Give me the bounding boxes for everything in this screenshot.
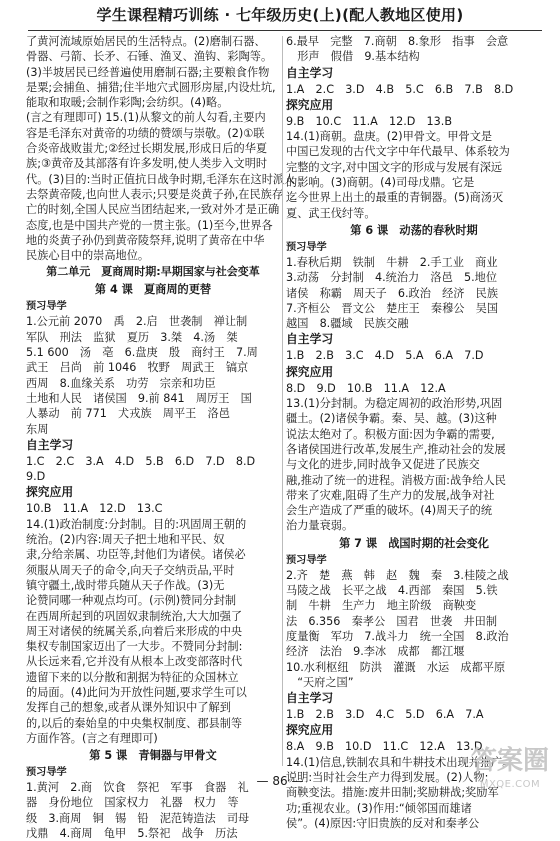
text-line: 1.黄河 2.商 饮食 祭祀 军事 食器 礼 bbox=[26, 781, 249, 795]
text-line: 马陵之战 长平之战 4.西部 秦国 5.铁 bbox=[286, 584, 498, 598]
page-number: — 86 — bbox=[256, 774, 304, 788]
text-line: 的影响。(3)商朝。(4)司母戊鼎。它是 bbox=[286, 176, 475, 190]
text-line: 族;③黄帝及其部落有许多发明,使人类步入文明时 bbox=[26, 157, 268, 171]
text-line: 论赞同哪一种观点均可。(示例)赞同分封制 bbox=[26, 594, 237, 608]
lesson-title: 第 5 课 青铜器与甲骨文 bbox=[89, 749, 217, 763]
text-line: 侯”。(4)原因:守旧贵族的反对和秦孝公 bbox=[286, 816, 480, 830]
text-line: 去祭黄帝陵,也向世人表示;只要是炎黄子孙,在民族存 bbox=[26, 187, 284, 201]
text-line: 8.D 9.D 10.B 11.A 12.A bbox=[286, 381, 446, 395]
text-line: 1.公元前 2070 禹 2.启 世袭制 禅让制 bbox=[26, 315, 248, 329]
section-heading: 探究应用 bbox=[286, 97, 334, 112]
text-line: 西周 8.血缘关系 功劳 宗亲和功臣 bbox=[26, 376, 216, 390]
text-line: 5.1 600 汤 亳 6.盘庚 殷 商纣王 7.周 bbox=[26, 346, 258, 360]
text-line: 融,推动了统一的进程。消极方面:战争给人民 bbox=[286, 473, 506, 487]
section-heading: 探究应用 bbox=[286, 723, 334, 738]
lesson-title: 第 7 课 战国时期的社会变化 bbox=[339, 536, 489, 550]
text-line: 迄今世界上出土的最重的青铜器。(5)商汤灭 bbox=[286, 191, 504, 205]
text-line: 形声 假借 9.基本结构 bbox=[286, 50, 420, 64]
header-rule bbox=[28, 30, 542, 31]
subsection-heading: 预习导学 bbox=[26, 767, 67, 779]
section-heading: 自主学习 bbox=[286, 65, 334, 80]
section-heading: 探究应用 bbox=[26, 485, 74, 500]
text-line: 各诸侯国进行改革,发展生产,推动社会的发展 bbox=[286, 442, 506, 456]
text-line: 的局面。(4)此问为开放性问题,要求学生可以 bbox=[26, 685, 247, 699]
page-header: 学生课程精巧训练 · 七年级历史(上)(配人教地区使用) bbox=[96, 6, 464, 24]
section-heading: 自主学习 bbox=[26, 437, 74, 452]
text-line: 功;重视农业。(3)作用:“倾邻国而雄诸 bbox=[286, 801, 472, 815]
text-line: 1.B 2.B 3.D 4.C 5.D 6.A 7.A bbox=[286, 708, 484, 722]
subsection-heading: 预习导学 bbox=[286, 241, 327, 253]
column-divider bbox=[282, 36, 283, 766]
text-line: 10.B 11.A 12.D 13.C bbox=[26, 502, 163, 516]
text-line: 地的炎黄子孙仍到黄帝陵祭拜,说明了黄帝在中华 bbox=[26, 233, 265, 247]
text-line: 夏、武王伐纣等。 bbox=[286, 206, 376, 220]
text-line: 13.(1)分封制。为稳定周初的政治形势,巩固 bbox=[286, 397, 503, 411]
text-line: 中国已发现的古代文字中年代最早、体系较为 bbox=[286, 145, 510, 159]
text-line: 遗留下来的以分散和割据为特征的众国林立 bbox=[26, 670, 239, 684]
text-line: 周王对诸侯的统属关系,向着后来形成的中央 bbox=[26, 624, 243, 638]
text-line: 须服从周天子的命令,向天子交纳贡品,平时 bbox=[26, 563, 235, 577]
text-line: 7.齐桓公 晋文公 楚庄王 秦穆公 吴国 bbox=[286, 301, 499, 315]
text-line: 3.动荡 分封制 4.统治力 洛邑 5.地位 bbox=[286, 271, 498, 285]
text-line: (3)半坡居民已经普遍使用磨制石器;主要粮食作物 bbox=[26, 65, 270, 79]
text-line: 度量衡 军功 7.战斗力 统一全国 8.政治 bbox=[286, 629, 509, 643]
lesson-title: 第 4 课 夏商周的更替 bbox=[94, 283, 212, 297]
text-line: 了黄河流域原始居民的生活特点。(2)磨制石器、 bbox=[26, 35, 266, 48]
text-line: 态度,也是中国共产党的一贯主张。(1)至今,世界各 bbox=[26, 218, 273, 232]
text-line: 1.春秋后期 铁制 牛耕 2.手工业 商业 bbox=[286, 255, 498, 269]
text-line: 隶,分给亲属、功臣等,封他们为诸侯。诸侯必 bbox=[26, 548, 246, 562]
text-line: 戊鼎 4.商周 龟甲 5.祭祀 战争 历法 bbox=[26, 827, 238, 841]
text-line: 1.A 2.C 3.D 4.B 5.C 6.B 7.B 8.D bbox=[286, 82, 514, 96]
text-line: 武王 吕尚 前 1046 牧野 周武王 镐京 bbox=[26, 361, 249, 375]
text-line: 1.C 2.C 3.A 4.D 5.B 6.D 7.D 8.D bbox=[26, 454, 256, 468]
text-line: 经济 法治 9.李冰 成都 都江堰 bbox=[286, 645, 465, 659]
text-line: 东周 bbox=[26, 422, 49, 436]
text-line: 级 3.商周 铜 锡 铅 泥范铸造法 司母 bbox=[26, 811, 250, 825]
text-line: 镇守疆土,战时带兵随从天子作战。(3)无 bbox=[26, 578, 225, 592]
text-line: 的,以后的秦始皇的中央集权制度、郡县制等 bbox=[26, 716, 243, 730]
subsection-heading: 预习导学 bbox=[26, 301, 67, 313]
text-line: 完整的文字,对中国文字的形成与发展有深远 bbox=[286, 160, 503, 174]
text-line: 会生产造成了严重的破坏。(4)周天子的统 bbox=[286, 504, 493, 518]
text-line: 容是毛泽东对黄帝的功绩的赞颂与崇敬。(2)①联 bbox=[26, 126, 265, 140]
text-line: 能取和取暖;会制作彩陶;会纺织。(4)略。 bbox=[26, 96, 229, 110]
watermark-url: MXQE.COM bbox=[479, 779, 541, 790]
text-line: 2.齐 楚 燕 韩 赵 魏 秦 3.桂陵之战 bbox=[286, 568, 509, 582]
text-line: 说明:当时社会生产力得到发展。(2)人物: bbox=[286, 770, 489, 784]
text-line: 器 身份地位 国家权力 礼器 权力 等 bbox=[26, 796, 239, 810]
text-line: 与文化的进步,同时战争又促进了民族交 bbox=[286, 458, 480, 472]
text-line: 10.水利枢纽 防洪 灌溉 水运 成都平原 bbox=[286, 660, 506, 674]
text-line: 治力量衰弱。 bbox=[286, 519, 354, 533]
text-line: 土地和人民 诸侯国 9.前 841 周厉王 国 bbox=[26, 391, 252, 405]
text-line: 集权专制国家迈出了一大步。不赞同分封制: bbox=[26, 640, 243, 654]
subsection-heading: 预习导学 bbox=[286, 554, 327, 566]
text-line: 统治。(2)内容:周天子把土地和平民、奴 bbox=[26, 533, 225, 547]
text-line: 14.(1)政治制度:分封制。目的:巩固周王朝的 bbox=[26, 517, 247, 531]
text-line: 9.B 10.C 11.A 12.D 13.B bbox=[286, 114, 453, 128]
text-line: 从长远来看,它并没有从根本上改变部落时代 bbox=[26, 655, 243, 669]
text-line: 代。(3)目的:当时正值抗日战争时期,毛泽东在这时派人 bbox=[26, 172, 296, 186]
lesson-title: 第 6 课 动荡的春秋时期 bbox=[350, 223, 478, 237]
text-line: “天府之国” bbox=[286, 675, 354, 689]
text-line: 14.(1)商朝。盘庚。(2)甲骨文。甲骨文是 bbox=[286, 130, 493, 144]
text-line: 发挥自己的想象,或者从课外知识中了解到 bbox=[26, 701, 231, 715]
watermark-logo bbox=[462, 746, 558, 798]
text-line: 方面作答。(言之有理即可) bbox=[26, 731, 158, 745]
text-line: 民族心目中的崇高地位。 bbox=[26, 249, 150, 263]
text-line: 14.(1)信息,铁制农具和牛耕技术出现并推广。 bbox=[286, 755, 514, 769]
text-line: 法 6.356 秦孝公 国君 世袭 井田制 bbox=[286, 614, 498, 628]
text-line: 制 牛耕 生产力 地主阶级 商鞅变 bbox=[286, 599, 477, 613]
text-line: 骨器、弓箭、长矛、石锤、渔叉、渔钩、彩陶等。 bbox=[26, 50, 273, 64]
section-heading: 探究应用 bbox=[286, 364, 334, 379]
text-line: 带来了灾难,阻碍了生产力的发展,战争对社 bbox=[286, 488, 495, 502]
text-line: 亡的时刻,全国人民应当团结起来,一致对外才是正确 bbox=[26, 203, 280, 217]
text-line: 合炎帝战败蚩尤;②经过长期发展,形成日后的华夏 bbox=[26, 142, 268, 156]
text-line: 6.最早 完整 7.商朝 8.象形 指事 会意 bbox=[286, 35, 509, 48]
text-line: 8.A 9.B 10.D 11.C 12.A 13.D bbox=[286, 740, 483, 754]
text-line: 商鞅变法。措施:废井田制;奖励耕战;奖励军 bbox=[286, 786, 499, 800]
text-line: 人暴动 前 771 犬戎族 周平王 洛邑 bbox=[26, 407, 230, 421]
unit-title: 第二单元 夏商周时期:早期国家与社会变革 bbox=[46, 265, 260, 279]
text-line: 军队 刑法 监狱 夏历 3.桀 4.汤 桀 bbox=[26, 330, 238, 344]
text-line: 1.B 2.B 3.C 4.D 5.A 6.A 7.D bbox=[286, 349, 484, 363]
text-line: 越国 8.疆域 民族交融 bbox=[286, 317, 409, 331]
text-line: 是粟;会捕鱼、捕猎;住半地穴式圆形房屋,内设灶坑, bbox=[26, 80, 276, 94]
text-line: 疆土。(2)诸侯争霸。秦、吴、越。(3)这种 bbox=[286, 412, 497, 426]
text-line: (言之有理即可) 15.(1)从黎文的前人勾看,主要内 bbox=[26, 111, 266, 125]
section-heading: 自主学习 bbox=[286, 691, 334, 706]
text-line: 9.D bbox=[26, 470, 46, 484]
text-line: 说法太绝对了。积极方面:因为争霸的需要, bbox=[286, 427, 495, 441]
text-line: 在西周所起到的巩固奴隶制统治,大大加强了 bbox=[26, 609, 243, 623]
text-line: 诸侯 称霸 周天子 6.政治 经济 民族 bbox=[286, 286, 499, 300]
section-heading: 自主学习 bbox=[286, 332, 334, 347]
watermark-text: 答案圈 bbox=[470, 746, 549, 776]
